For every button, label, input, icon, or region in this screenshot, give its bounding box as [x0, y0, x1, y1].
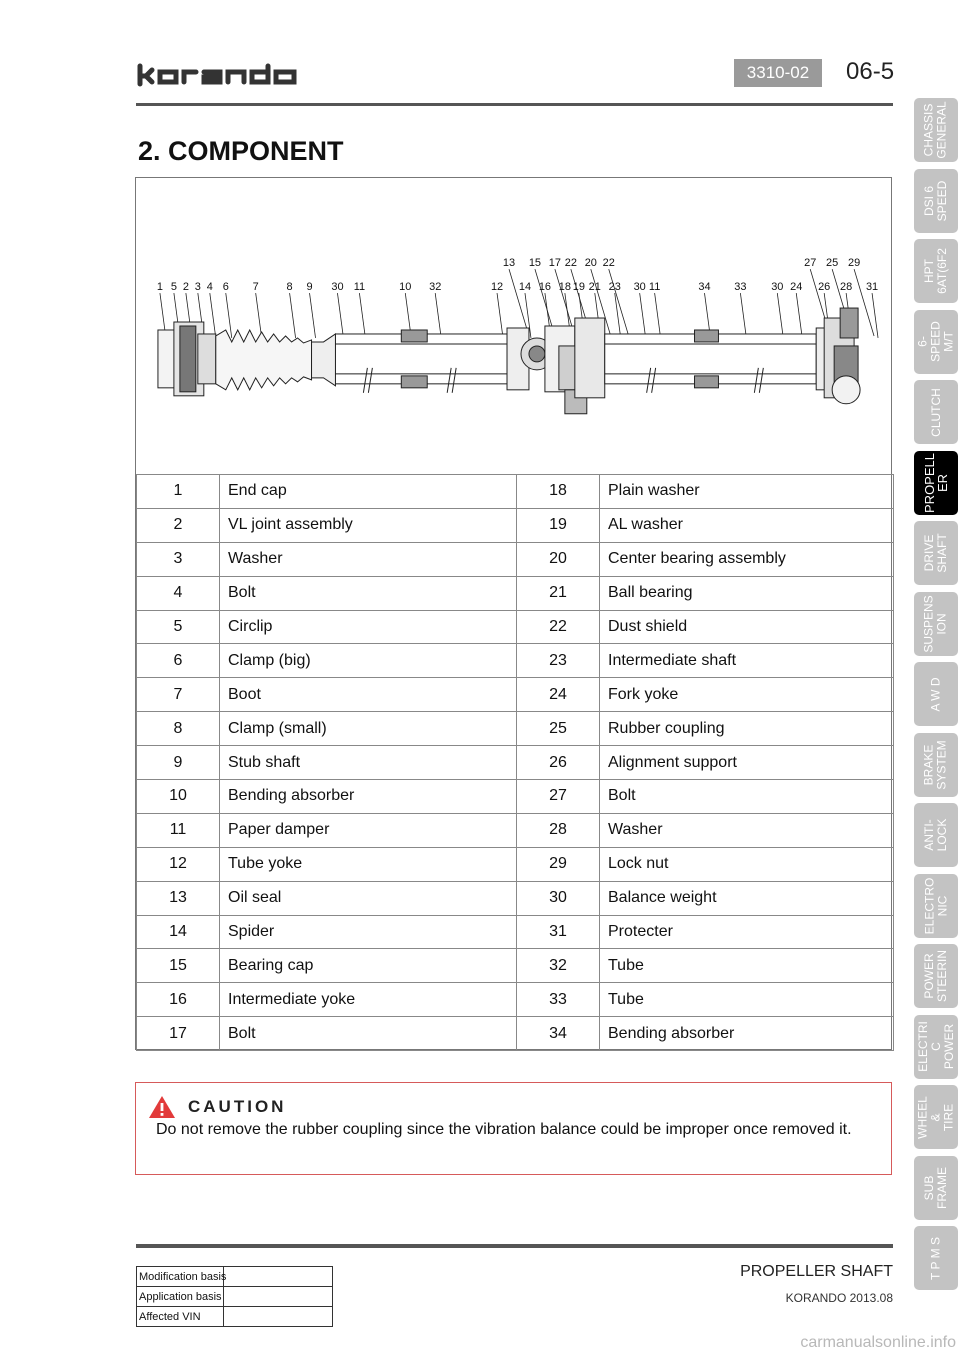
part-number: 32 [517, 949, 600, 983]
part-number: 31 [517, 915, 600, 949]
part-name: VL joint assembly [220, 508, 517, 542]
part-number: 11 [137, 813, 220, 847]
part-number: 25 [517, 712, 600, 746]
part-name: Ball bearing [600, 576, 894, 610]
chapter-tab-label: T P M S [928, 1236, 943, 1280]
callout-number: 26 [818, 281, 831, 294]
part-number: 9 [137, 746, 220, 780]
part-name: AL washer [600, 508, 894, 542]
callout-number: 10 [399, 281, 412, 294]
part-number: 21 [517, 576, 600, 610]
callout-number: 12 [490, 281, 504, 294]
caution-label: CAUTION [188, 1097, 287, 1116]
part-name: Boot [220, 678, 517, 712]
propeller-shaft-diagram [136, 178, 891, 474]
chapter-tab[interactable] [914, 874, 958, 938]
part-number: 12 [137, 847, 220, 881]
part-name: Clamp (big) [220, 644, 517, 678]
part-name: Lock nut [600, 847, 894, 881]
table-row [137, 746, 894, 780]
part-name: Spider [220, 915, 517, 949]
callout-number: 3 [194, 281, 201, 294]
callout-number: 13 [502, 257, 516, 270]
callout-number: 14 [518, 281, 532, 294]
part-number: 29 [517, 847, 600, 881]
callout-number: 24 [790, 281, 803, 294]
table-row [137, 644, 894, 678]
document-code-badge: 3310-02 [734, 59, 822, 87]
part-number: 18 [517, 475, 600, 509]
callout-number: 22 [602, 257, 615, 270]
application-basis-label: Application basis [137, 1287, 224, 1307]
korando-logo [136, 60, 316, 90]
chapter-tab[interactable] [914, 1085, 958, 1149]
table-row [137, 949, 894, 983]
part-name: Paper damper [220, 813, 517, 847]
callout-number: 21 [588, 281, 601, 294]
chapter-tab-label: DSI 6 SPEED [922, 180, 949, 221]
part-number: 23 [517, 644, 600, 678]
part-name: Balance weight [600, 881, 894, 915]
callout-number: 7 [252, 281, 259, 294]
callout-number: 20 [584, 257, 597, 270]
part-number: 34 [517, 1017, 600, 1051]
part-name: Protecter [600, 915, 894, 949]
part-name: Intermediate yoke [220, 983, 517, 1017]
part-number: 33 [517, 983, 600, 1017]
callout-number: 23 [608, 281, 621, 294]
chapter-tab-label: ELECTRO NIC [922, 877, 949, 934]
part-number: 6 [137, 644, 220, 678]
callout-number: 19 [572, 281, 585, 294]
chapter-tab[interactable] [914, 380, 958, 444]
component-panel [135, 177, 892, 1050]
part-number: 27 [517, 780, 600, 814]
modification-table [136, 1266, 333, 1327]
callout-number: 27 [804, 257, 817, 270]
table-row [137, 712, 894, 746]
callout-number: 34 [698, 281, 711, 294]
application-basis-value [224, 1287, 333, 1307]
part-name: Tube [600, 949, 894, 983]
part-number: 24 [517, 678, 600, 712]
part-name: Rubber coupling [600, 712, 894, 746]
chapter-tab-label: SUB FRAME [922, 1166, 949, 1209]
table-row [137, 847, 894, 881]
modification-basis-value [224, 1267, 333, 1287]
part-number: 10 [137, 780, 220, 814]
part-number: 20 [517, 542, 600, 576]
part-name: Bending absorber [600, 1017, 894, 1051]
part-number: 3 [137, 542, 220, 576]
part-name: Oil seal [220, 881, 517, 915]
chapter-tab[interactable] [914, 98, 958, 162]
callout-labels [157, 257, 878, 293]
chapter-tab[interactable] [914, 592, 958, 656]
callout-number: 33 [734, 281, 747, 294]
chapter-tab[interactable] [914, 521, 958, 585]
chapter-tab-label: ELECTRI C POWER [915, 1021, 956, 1072]
chapter-tab[interactable] [914, 733, 958, 797]
callout-number: 15 [528, 257, 542, 270]
table-row [137, 813, 894, 847]
callout-number: 9 [306, 281, 313, 294]
callout-number: 32 [429, 281, 442, 294]
callout-number: 6 [222, 281, 229, 294]
callout-number: 16 [538, 281, 552, 294]
footer-divider [136, 1244, 893, 1248]
chapter-tab[interactable] [914, 169, 958, 233]
caution-box [135, 1082, 892, 1175]
callout-number: 18 [558, 281, 571, 294]
part-number: 19 [517, 508, 600, 542]
chapter-tab-label: WHEEL & TIRE [915, 1095, 956, 1139]
callout-number: 2 [182, 281, 189, 294]
callout-number: 29 [847, 257, 861, 270]
part-number: 5 [137, 610, 220, 644]
affected-vin-value [224, 1307, 333, 1327]
callout-number: 31 [865, 281, 879, 294]
chapter-tab-label: A W D [928, 677, 943, 712]
part-name: Intermediate shaft [600, 644, 894, 678]
footer-title: PROPELLER SHAFT [740, 1263, 893, 1280]
part-number: 13 [137, 881, 220, 915]
header-divider [136, 103, 893, 106]
parts-table [136, 474, 894, 1051]
callout-number: 11 [648, 281, 661, 294]
warning-triangle-icon [148, 1095, 176, 1119]
part-number: 30 [517, 881, 600, 915]
table-row [137, 983, 894, 1017]
chapter-tab[interactable] [914, 310, 958, 374]
part-name: Center bearing assembly [600, 542, 894, 576]
chapter-tab-label: PROPELL ER [922, 452, 951, 513]
callout-number: 1 [156, 281, 163, 294]
part-name: Plain washer [600, 475, 894, 509]
chapter-tab[interactable] [914, 944, 958, 1008]
chapter-tab-label: DRIVE SHAFT [922, 533, 949, 573]
part-number: 22 [517, 610, 600, 644]
part-name: Washer [600, 813, 894, 847]
table-row [137, 915, 894, 949]
table-row [137, 475, 894, 509]
table-row [137, 508, 894, 542]
part-name: Fork yoke [600, 678, 894, 712]
part-name: Bearing cap [220, 949, 517, 983]
table-row [137, 1017, 894, 1051]
part-name: Bolt [220, 576, 517, 610]
chapter-tab-label: BRAKE SYSTEM [922, 739, 949, 790]
chapter-tab-label: 6-SPEED M/T [915, 321, 956, 362]
part-name: Alignment support [600, 746, 894, 780]
affected-vin-label: Affected VIN [137, 1307, 224, 1327]
callout-number: 30 [331, 281, 344, 294]
chapter-tab-label: CLUTCH [928, 387, 943, 437]
callout-number: 30 [771, 281, 784, 294]
part-name: Bolt [220, 1017, 517, 1051]
part-name: Dust shield [600, 610, 894, 644]
chapter-tab[interactable] [914, 662, 958, 726]
part-name: Tube [600, 983, 894, 1017]
part-name: Bending absorber [220, 780, 517, 814]
part-number: 16 [137, 983, 220, 1017]
part-name: Circlip [220, 610, 517, 644]
part-name: Bolt [600, 780, 894, 814]
chapter-tab[interactable] [914, 239, 958, 303]
chapter-tab-label: ANTI- LOCK [922, 818, 949, 852]
chapter-tab-label: SUSPENS ION [922, 594, 950, 653]
watermark: carmanualsonline.info [800, 1334, 956, 1351]
callout-number: 30 [633, 281, 646, 294]
chapter-tab-label: HPT 6AT(6F2 [922, 248, 950, 294]
callout-number: 8 [286, 281, 293, 294]
chapter-tab[interactable] [914, 803, 958, 867]
table-row [137, 780, 894, 814]
section-title: 2. COMPONENT [138, 136, 344, 166]
callout-number: 11 [353, 281, 366, 294]
chapter-tab[interactable] [914, 1226, 958, 1290]
chapter-tab[interactable] [914, 1015, 958, 1079]
part-name: Washer [220, 542, 517, 576]
callout-number: 28 [840, 281, 853, 294]
part-number: 15 [137, 949, 220, 983]
callout-number: 22 [564, 257, 577, 270]
part-name: Tube yoke [220, 847, 517, 881]
part-number: 7 [137, 678, 220, 712]
table-row [137, 576, 894, 610]
part-number: 28 [517, 813, 600, 847]
table-row [137, 678, 894, 712]
part-number: 17 [137, 1017, 220, 1051]
page-number: 06-5 [846, 58, 895, 85]
part-name: End cap [220, 475, 517, 509]
table-row [137, 881, 894, 915]
chapter-tab[interactable] [914, 451, 958, 515]
callout-number: 4 [206, 281, 213, 294]
footer-subtitle: KORANDO 2013.08 [785, 1291, 893, 1305]
callout-number: 5 [170, 281, 177, 294]
chapter-tab-label: CHASSIS GENERAL [922, 101, 950, 159]
part-number: 1 [137, 475, 220, 509]
part-number: 8 [137, 712, 220, 746]
chapter-tab[interactable] [914, 1156, 958, 1220]
modification-basis-label: Modification basis [137, 1267, 224, 1287]
callout-number: 25 [826, 257, 839, 270]
part-name: Stub shaft [220, 746, 517, 780]
part-number: 4 [137, 576, 220, 610]
table-row [137, 542, 894, 576]
part-number: 26 [517, 746, 600, 780]
part-number: 2 [137, 508, 220, 542]
table-row [137, 610, 894, 644]
chapter-tab-label: POWER STEERIN [922, 949, 950, 1003]
part-name: Clamp (small) [220, 712, 517, 746]
callout-number: 17 [548, 257, 561, 270]
part-number: 14 [137, 915, 220, 949]
caution-text: Do not remove the rubber coupling since the vibration balance could be improper once removed it. [156, 1121, 852, 1138]
